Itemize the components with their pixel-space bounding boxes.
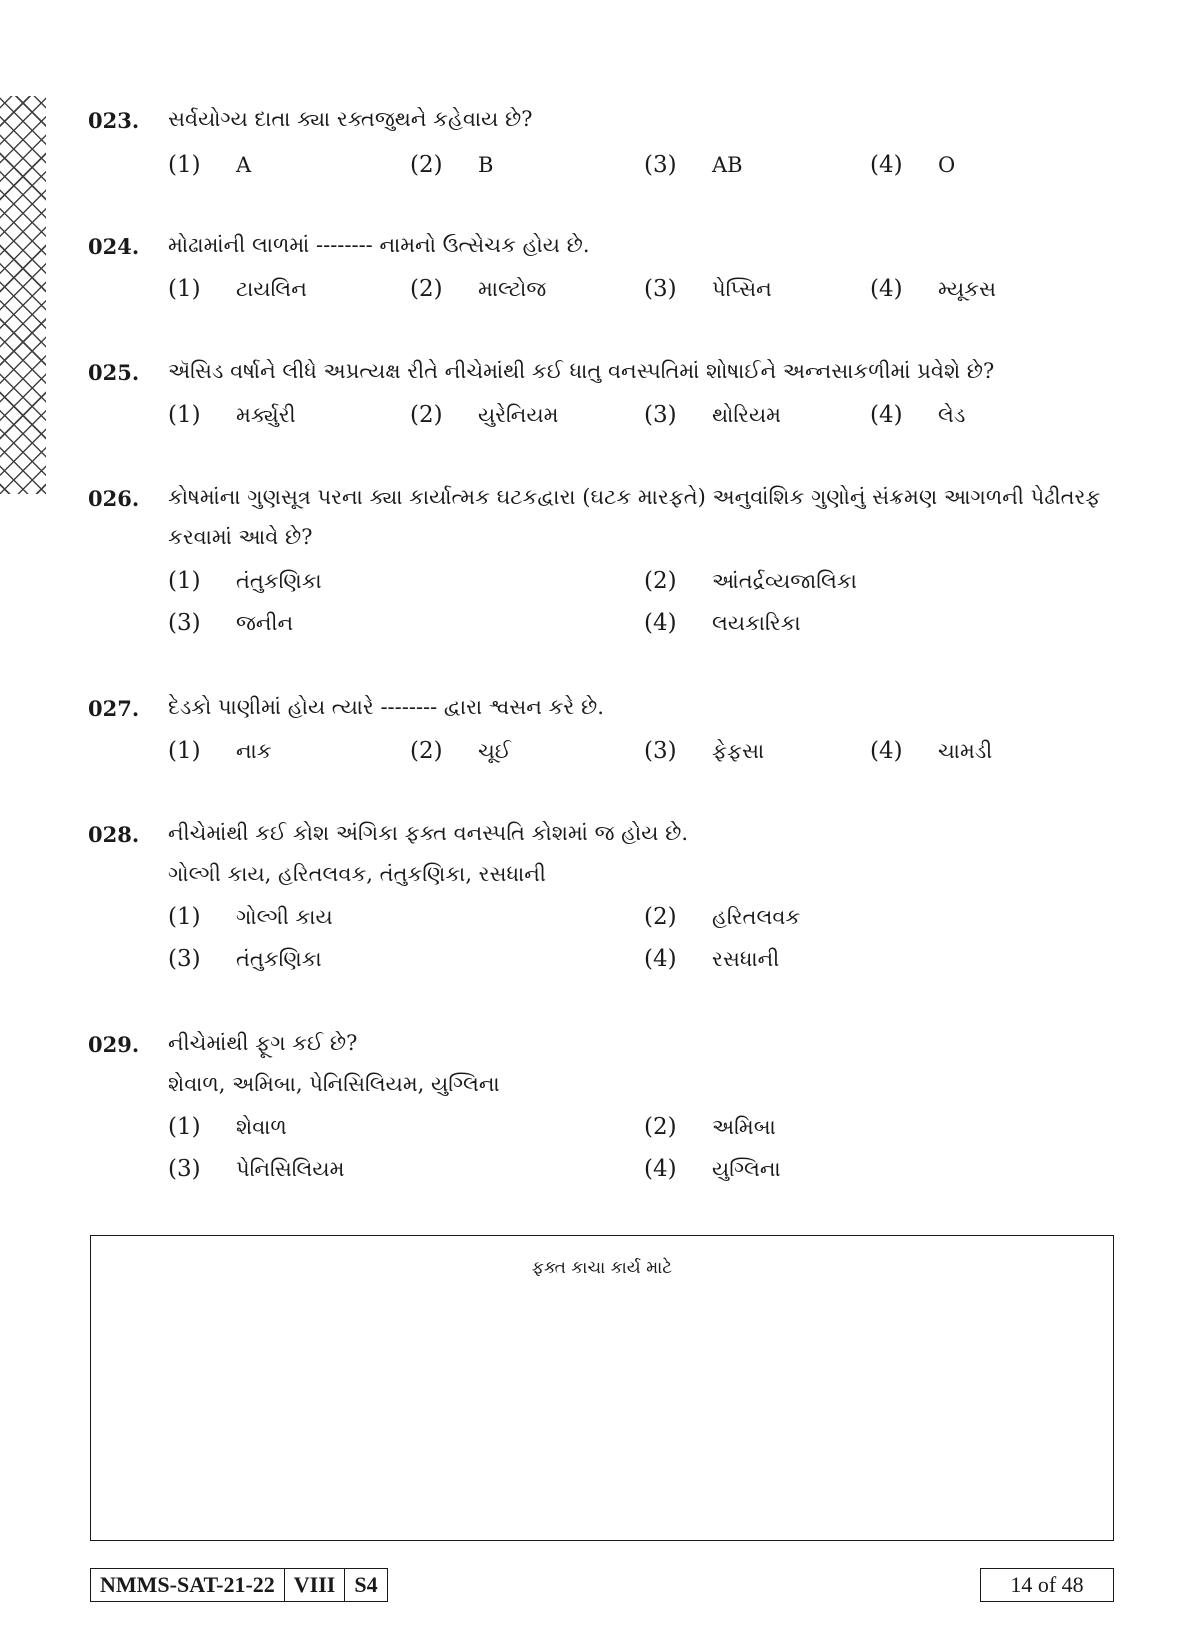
decorative-margin-pattern bbox=[0, 96, 46, 494]
option-1[interactable]: (1) ગોલ્ગી કાય bbox=[168, 904, 333, 930]
series-label: S4 bbox=[344, 1569, 386, 1601]
option-3[interactable]: (3) થોરિયમ bbox=[644, 402, 781, 428]
option-1[interactable]: (1) A bbox=[168, 152, 252, 178]
question-number: 028. bbox=[88, 822, 140, 847]
question-number: 027. bbox=[88, 696, 140, 721]
option-4[interactable]: (4) લેડ bbox=[870, 402, 966, 428]
option-2[interactable]: (2) યુરેનિયમ bbox=[410, 402, 559, 428]
question-number: 025. bbox=[88, 360, 140, 385]
option-1[interactable]: (1) તંતુકણિકા bbox=[168, 568, 322, 594]
option-4[interactable]: (4) O bbox=[870, 152, 956, 178]
option-4[interactable]: (4) લયકારિકા bbox=[644, 610, 801, 636]
option-2[interactable]: (2) હરિતલવક bbox=[644, 904, 801, 930]
question-text: મોઢામાંની લાળમાં -------- નામનો ઉત્સેચક હોય છે. bbox=[168, 233, 590, 257]
option-3[interactable]: (3) તંતુકણિકા bbox=[168, 946, 322, 972]
option-1[interactable]: (1) નાક bbox=[168, 738, 272, 764]
rough-work-label: ફક્ત કાચા કાર્ય માટે bbox=[531, 1258, 673, 1278]
question-text: કોષમાંના ગુણસૂત્ર પરના ક્યા કાર્યાત્મક ઘટકદ્વારા (ઘટક મારફતે) અનુવાંશિક ગુણોનું સંક્રમણ આગળની પેઢીતરફ કરવામાં આવે છે? bbox=[168, 485, 1101, 549]
option-3[interactable]: (3) પેનિસિલિયમ bbox=[168, 1156, 345, 1182]
question-text: દેડકો પાણીમાં હોય ત્યારે -------- દ્વારા શ્વસન કરે છે. bbox=[168, 695, 604, 719]
question-number: 026. bbox=[88, 486, 140, 511]
option-4[interactable]: (4) ચામડી bbox=[870, 738, 993, 764]
paper-code-box bbox=[90, 1568, 388, 1602]
option-3[interactable]: (3) જનીન bbox=[168, 610, 294, 636]
rough-work-box[interactable] bbox=[90, 1235, 1114, 1541]
option-2[interactable]: (2) અમિબા bbox=[644, 1114, 776, 1140]
option-2[interactable]: (2) B bbox=[410, 152, 494, 178]
exam-code: NMMS-SAT-21-22 bbox=[100, 1572, 275, 1597]
question-subtext: શેવાળ, અમિબા, પેનિસિલિયમ, યુગ્લિના bbox=[168, 1072, 500, 1096]
option-4[interactable]: (4) રસધાની bbox=[644, 946, 780, 972]
option-3[interactable]: (3) પેપ્સિન bbox=[644, 276, 772, 302]
class-label: VIII bbox=[284, 1569, 345, 1601]
page-number: 14 of 48 bbox=[980, 1568, 1114, 1602]
option-1[interactable]: (1) શેવાળ bbox=[168, 1114, 287, 1140]
question-text: નીચેમાંથી કઈ કોશ અંગિકા ફક્ત વનસ્પતિ કોશમાં જ હોય છે. bbox=[168, 821, 689, 845]
option-1[interactable]: (1) ટાયલિન bbox=[168, 276, 307, 302]
option-4[interactable]: (4) યુગ્લિના bbox=[644, 1156, 781, 1182]
option-2[interactable]: (2) ચૂઈ bbox=[410, 738, 512, 764]
question-text: નીચેમાંથી ફૂગ કઈ છે? bbox=[168, 1031, 358, 1055]
question-subtext: ગોલ્ગી કાય, હરિતલવક, તંતુકણિકા, રસધાની bbox=[168, 862, 546, 886]
option-4[interactable]: (4) મ્યૂકસ bbox=[870, 276, 997, 302]
option-3[interactable]: (3) AB bbox=[644, 152, 743, 178]
question-text: ઍસિડ વર્ષાને લીધે અપ્રત્યક્ષ રીતે નીચેમાંથી કઈ ધાતુ વનસ્પતિમાં શોષાઈને અન્નસાકળીમાં પ્રવેશે છે? bbox=[168, 359, 995, 383]
question-number: 023. bbox=[88, 108, 140, 133]
option-2[interactable]: (2) માલ્ટોજ bbox=[410, 276, 547, 302]
option-1[interactable]: (1) મર્ક્યુરી bbox=[168, 402, 296, 428]
option-3[interactable]: (3) ફેફસા bbox=[644, 738, 765, 764]
question-text: સર્વયોગ્ય દાતા ક્યા રક્તજુથને કહેવાય છે? bbox=[168, 107, 533, 131]
question-number: 024. bbox=[88, 234, 140, 259]
question-number: 029. bbox=[88, 1032, 140, 1057]
option-2[interactable]: (2) આંતર્દ્રવ્યજાલિકા bbox=[644, 568, 857, 594]
